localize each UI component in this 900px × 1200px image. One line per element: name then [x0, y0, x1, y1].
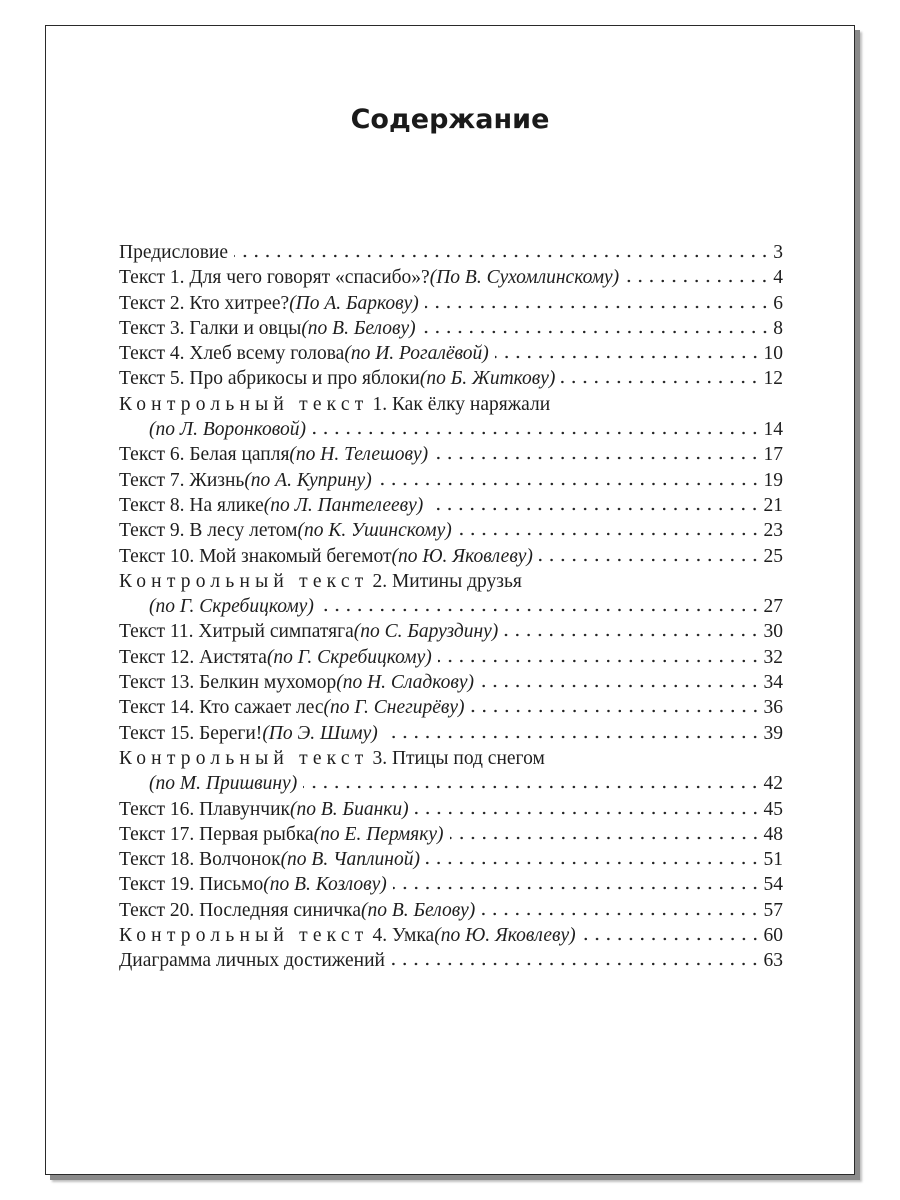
toc-entry[interactable]	[119, 619, 783, 644]
entry-author: (по С. Баруздину)	[353, 621, 499, 643]
page-number: 34	[763, 672, 783, 694]
entry-title: Текст 1. Для чего говорят «спасибо»?	[119, 267, 430, 289]
entry-title: Текст 7. Жизнь	[119, 469, 245, 491]
toc-entry[interactable]	[119, 771, 783, 796]
dot-leader	[504, 633, 760, 637]
dot-leader	[378, 482, 761, 486]
toc-entry[interactable]	[119, 518, 783, 543]
page-number: 39	[763, 722, 783, 744]
entry-title: Текст 14. Кто сажает лес	[119, 697, 324, 719]
toc-entry[interactable]	[119, 594, 783, 619]
toc-entry[interactable]	[119, 898, 783, 923]
entry-author: (по И. Рогалёвой)	[344, 343, 489, 365]
entry-title: Текст 8. На ялике	[119, 494, 264, 516]
page-number: 30	[763, 621, 783, 643]
entry-title: Текст 5. Про абрикосы и про яблоки	[119, 368, 420, 390]
dot-leader	[582, 937, 761, 941]
entry-title: Текст 10. Мой знакомый бегемот	[119, 545, 392, 567]
entry-title: Текст 6. Белая цапля	[119, 444, 290, 466]
entry-author: (по Г. Скребицкому)	[149, 596, 314, 618]
toc-entry[interactable]	[119, 240, 783, 265]
page-number: 25	[763, 545, 783, 567]
entry-title: Текст 9. В лесу летом	[119, 520, 298, 542]
toc-entry[interactable]	[119, 493, 783, 518]
entry-author: (по Г. Снегирёву)	[323, 697, 465, 719]
entry-author: (по Л. Воронковой)	[149, 419, 306, 441]
entry-author: (по Л. Пантелееву)	[263, 494, 424, 516]
page-number: 14	[763, 419, 783, 441]
dot-leader	[625, 279, 770, 283]
entry-author: (по Н. Сладкову)	[336, 672, 475, 694]
dot-leader	[384, 735, 761, 739]
page-number: 27	[763, 596, 783, 618]
page-number: 21	[763, 494, 783, 516]
page-number: 54	[763, 874, 783, 896]
entry-author: (по В. Бианки)	[290, 798, 409, 820]
entry-author: (по В. Белову)	[301, 317, 416, 339]
toc-entry[interactable]	[119, 544, 783, 569]
toc-entry[interactable]	[119, 721, 783, 746]
entry-title: Текст 12. Аистята	[119, 646, 267, 668]
entry-title: Текст 18. Волчонок	[119, 849, 281, 871]
toc-entry[interactable]	[119, 366, 783, 391]
dot-leader	[426, 861, 761, 865]
page-number: 8	[773, 317, 783, 339]
toc-entry[interactable]	[119, 847, 783, 872]
control-text-label: Контрольный текст	[119, 393, 369, 415]
toc-entry[interactable]	[119, 316, 783, 341]
entry-author: (по Ю. Яковлеву)	[391, 545, 533, 567]
entry-title: Текст 11. Хитрый симпатяга	[119, 621, 354, 643]
page-number: 3	[773, 242, 783, 263]
table-of-contents	[119, 240, 783, 974]
entry-title: Текст 16. Плавунчик	[119, 798, 291, 820]
control-text-label: Контрольный текст	[119, 570, 369, 592]
dot-leader	[458, 532, 761, 536]
entry-author: (по К. Ушинскому)	[297, 520, 452, 542]
page-number: 19	[763, 469, 783, 491]
entry-title: 4. Умка	[372, 925, 435, 947]
page-number: 57	[763, 899, 783, 921]
page-number: 23	[763, 520, 783, 542]
entry-title: Текст 17. Первая рыбка	[119, 823, 314, 845]
toc-entry[interactable]	[119, 645, 783, 670]
dot-leader	[422, 330, 771, 334]
page-number: 17	[763, 444, 783, 466]
entry-title: Текст 20. Последняя синичка	[119, 899, 361, 921]
entry-title: Диаграмма личных достижений	[119, 950, 385, 972]
toc-entry[interactable]	[119, 417, 783, 442]
page-number: 36	[763, 697, 783, 719]
dot-leader	[561, 380, 760, 384]
entry-author: (по А. Куприну)	[244, 469, 372, 491]
dot-leader	[415, 811, 761, 815]
toc-entry[interactable]	[119, 948, 783, 973]
entry-title: 1. Как ёлку наряжали	[372, 393, 551, 415]
entry-author: (по Г. Скребицкому)	[266, 646, 432, 668]
page-number: 10	[763, 343, 783, 365]
entry-title: Текст 2. Кто хитрее?	[119, 292, 290, 314]
document-page	[45, 25, 855, 1175]
dot-leader	[471, 709, 761, 713]
entry-title: Текст 4. Хлеб всему голова	[119, 343, 345, 365]
page-number: 12	[763, 368, 783, 390]
entry-title: Текст 19. Письмо	[119, 874, 264, 896]
dot-leader	[391, 962, 761, 966]
dot-leader	[450, 836, 761, 840]
toc-entry[interactable]	[119, 923, 783, 948]
dot-leader	[429, 507, 760, 511]
page-number: 32	[763, 646, 783, 668]
dot-leader	[438, 659, 761, 663]
entry-author: (по Б. Житкову)	[419, 368, 556, 390]
toc-entry[interactable]	[119, 392, 783, 417]
dot-leader	[312, 431, 761, 435]
page-number: 6	[773, 292, 783, 314]
entry-author: (по Е. Пермяку)	[313, 823, 444, 845]
page-number: 42	[763, 773, 783, 795]
toc-entry[interactable]	[119, 468, 783, 493]
entry-author: (по В. Чаплиной)	[280, 849, 420, 871]
entry-author: (по В. Белову)	[361, 899, 476, 921]
toc-entry[interactable]	[119, 569, 783, 594]
page-number: 4	[773, 267, 783, 289]
entry-title: Текст 15. Береги!	[119, 722, 263, 744]
toc-entry[interactable]	[119, 746, 783, 771]
page-title: Содержание	[350, 104, 550, 135]
toc-entry[interactable]	[119, 695, 783, 720]
entry-title: 2. Митины друзья	[372, 570, 522, 592]
dot-leader	[393, 886, 761, 890]
entry-title: Предисловие	[119, 242, 229, 263]
dot-leader	[234, 254, 770, 258]
dot-leader	[495, 355, 761, 359]
toc-entry[interactable]	[119, 670, 783, 695]
entry-title: 3. Птицы под снегом	[372, 747, 545, 769]
dot-leader	[481, 912, 760, 916]
page-number: 45	[763, 798, 783, 820]
entry-title: Текст 13. Белкин мухомор	[119, 672, 337, 694]
toc-entry[interactable]	[119, 341, 783, 366]
page-number: 63	[763, 950, 783, 972]
toc-entry[interactable]	[119, 822, 783, 847]
entry-author: (По А. Баркову)	[289, 292, 419, 314]
toc-entry[interactable]	[119, 442, 783, 467]
control-text-label: Контрольный текст	[119, 925, 369, 947]
dot-leader	[480, 684, 760, 688]
control-text-label: Контрольный текст	[119, 747, 369, 769]
page-number: 51	[763, 849, 783, 871]
entry-author: (По Э. Шиму)	[262, 722, 378, 744]
dot-leader	[434, 456, 760, 460]
entry-author: (по М. Пришвину)	[149, 773, 298, 795]
entry-title: Текст 3. Галки и овцы	[119, 317, 302, 339]
dot-leader	[539, 558, 761, 562]
toc-entry[interactable]	[119, 291, 783, 316]
toc-entry[interactable]	[119, 797, 783, 822]
toc-entry[interactable]	[119, 872, 783, 897]
entry-author: (по Ю. Яковлеву)	[434, 925, 576, 947]
page-number: 48	[763, 823, 783, 845]
dot-leader	[425, 305, 770, 309]
entry-author: (по В. Козлову)	[263, 874, 387, 896]
dot-leader	[320, 608, 761, 612]
entry-author: (По В. Сухомлинскому)	[429, 267, 620, 289]
page-number: 60	[763, 925, 783, 947]
entry-author: (по Н. Телешову)	[289, 444, 429, 466]
dot-leader	[303, 785, 760, 789]
toc-entry[interactable]	[119, 265, 783, 290]
